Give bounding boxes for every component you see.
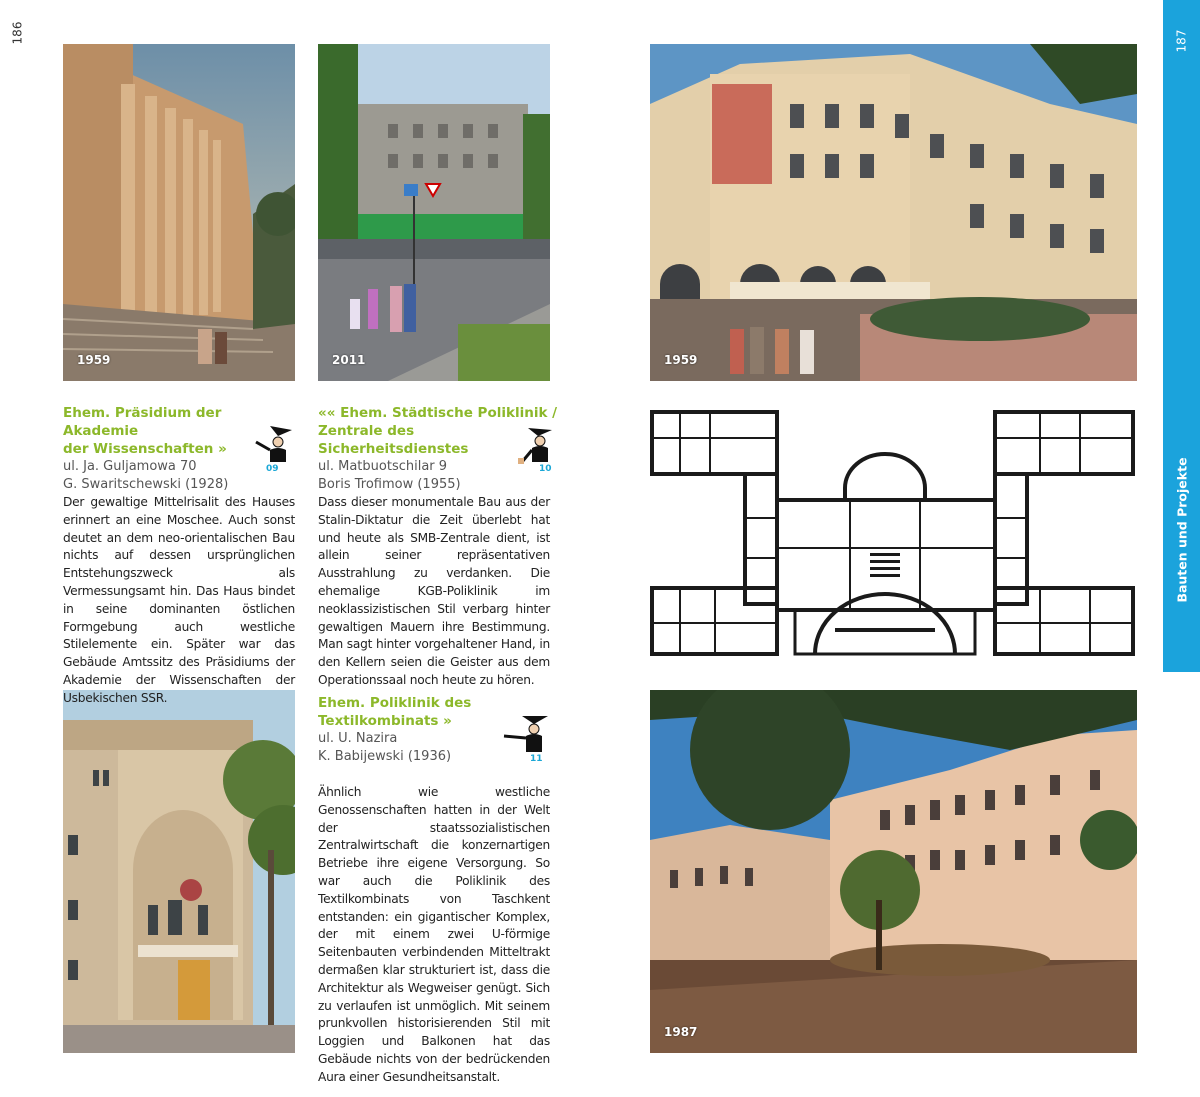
photo-textile-polyclinic-1987	[650, 690, 1137, 1053]
photo-academy-facade	[63, 690, 295, 1053]
entry-architect: Boris Trofimow (1955)	[318, 477, 461, 492]
entry-title: Ehem. Poliklinik des	[318, 695, 472, 711]
entry-title: Textilkombinats »	[318, 713, 452, 729]
photo-year: 2011	[332, 353, 366, 367]
photo-year: 1959	[664, 353, 698, 367]
photo-textile-polyclinic-1959	[650, 44, 1137, 381]
entry-text: Ähnlich wie westliche Genossenschaften hatten in der Welt der staatssozialistischen Zentralwirtschaft die konzernartigen Betriebe ihre eigene Versorgung. So war auch die Poliklinik des Textilkombinats von Taschkent entstanden: ein gigantischer Komplex, der mit einem zwei U-förmige Seitenbauten verbindenden Mitteltrakt dermaßen klar strukturiert ist, dass die Architektur als Wegweiser genügt. Sich zu verlaufen ist unmöglich. Mit seinem prunkvollen historisierenden Stil mit Loggien und Balkonen hat das Gebäude nichts von der bedrückenden Aura einer Gesundheitsanstalt.	[318, 785, 550, 1084]
pointing-figure-icon	[508, 422, 562, 472]
entry-title: der Wissenschaften »	[63, 441, 227, 457]
entry-address: ul. U. Nazira	[318, 731, 398, 746]
page-number-right: 187	[1174, 29, 1189, 53]
entry-text: Der gewaltige Mittelrisalit des Hauses erinnert an eine Moschee. Auch sonst deutet an dem neo-orientalischen Bau nichts auf dessen ursprünglichen Entstehungszweck als Vermessungsamt hin. Das Haus bindet in seine dominanten östlichen Formgebung auch westliche Stilelemente ein. Später war das Gebäude Amtssitz des Präsidiums der Akademie der Wissenschaften der Usbekischen SSR.	[63, 495, 295, 705]
entry-address: ul. Ja. Guljamowa 70	[63, 459, 197, 474]
photo-polyclinic-2011	[318, 44, 550, 381]
entry-architect: K. Babijewski (1936)	[318, 749, 452, 764]
photo-year: 1959	[77, 353, 111, 367]
entry-number: 11	[530, 754, 543, 764]
floor-plan	[650, 408, 1137, 658]
entry-title: «« Ehem. Städtische Poliklinik /	[318, 405, 558, 421]
entry-text: Dass dieser monumentale Bau aus der Stalin-Diktatur die Zeit überlebt hat und heute als SMB-Zentrale dient, ist allein seiner repräsentativen Ausstrahlung zu verdanken. Die ehemalige KGB-Poliklinik im neoklassizistischen Stil verbarg hinter gewaltigen Mauern ihre Bestimmung. Man sagt hinter vorgehaltener Hand, in den Kellern seien die Geister aus dem Operationssaal noch heute zu hören.	[318, 495, 550, 687]
pointing-figure-icon	[248, 420, 302, 470]
entry-number: 10	[539, 464, 552, 474]
pointing-figure-icon	[498, 712, 552, 762]
entry-address: ul. Matbuotschilar 9	[318, 459, 448, 474]
photo-year: 1987	[664, 1025, 698, 1039]
page-number-left: 186	[10, 21, 25, 45]
photo-academy-1959	[63, 44, 295, 381]
entry-title: Ehem. Präsidium der Akademie	[63, 405, 222, 439]
entry-title: Zentrale des Sicherheitsdienstes	[318, 423, 469, 457]
entry-architect: G. Swaritschewski (1928)	[63, 477, 229, 492]
entry-number: 09	[266, 464, 279, 474]
